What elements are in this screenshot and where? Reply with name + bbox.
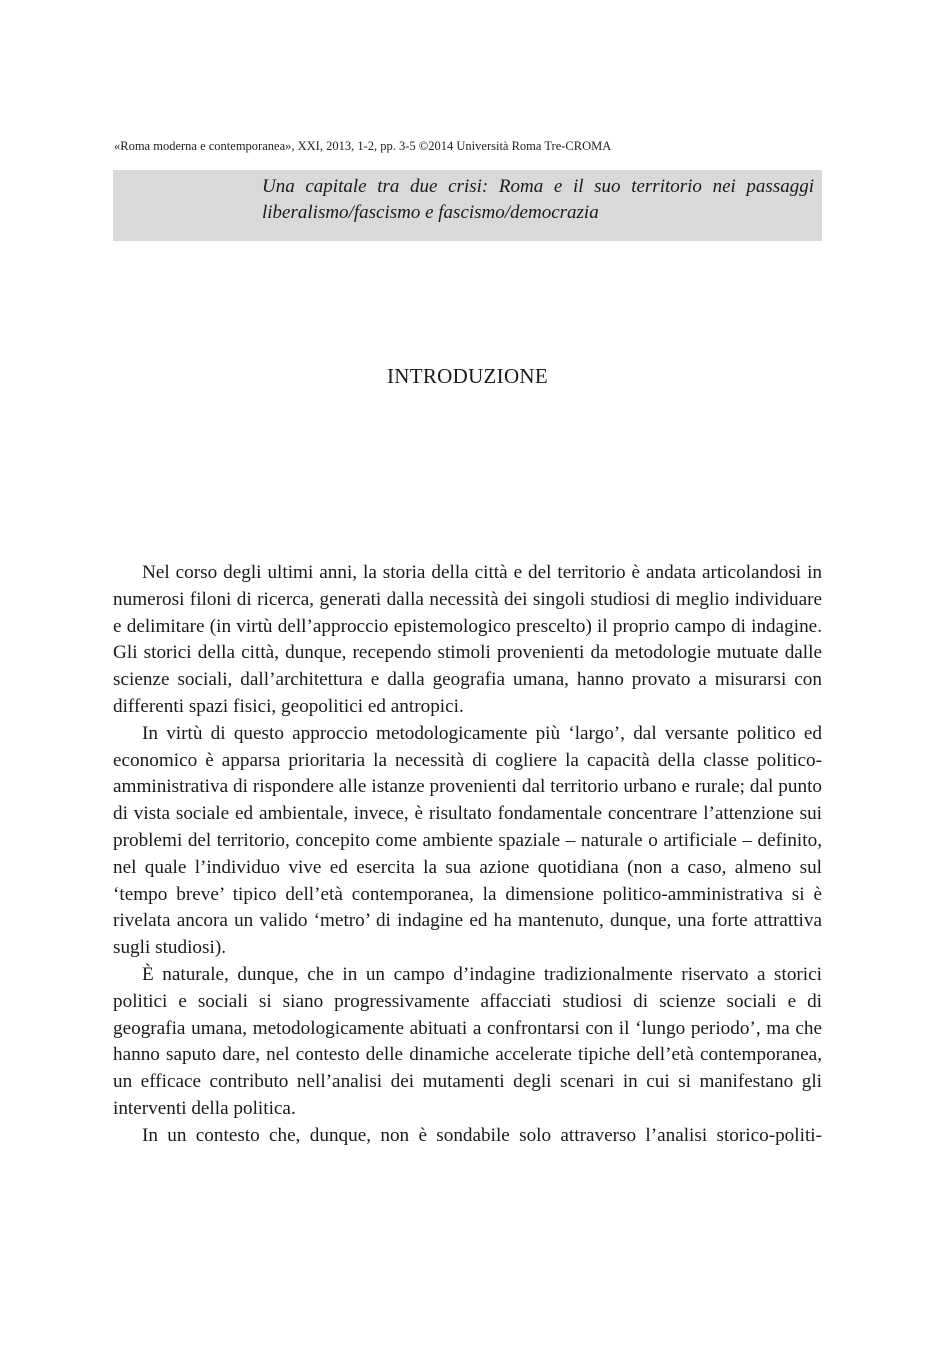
body-text (113, 560, 822, 1150)
paragraph: In un contesto che, dunque, non è sondabile solo attraverso l’analisi storico-politi- (142, 1124, 822, 1146)
section-heading: INTRODUZIONE (386, 364, 549, 388)
paragraph: Nel corso degli ultimi anni, la storia della città e del territorio è andata articolandosi in numerosi filoni di ricerca, generati dalla necessità dei singoli studiosi di meglio individuare e delimitare (in virtù dell’approccio epistemologico prescelto) il proprio campo di indagine. Gli storici della città, dunque, recependo stimoli provenienti da metodologie mutuate dalle scienze sociali, dall’architettura e dalla geografia umana, hanno provato a misurarsi con differenti spazi fisici, geopolitici ed antropici. (113, 562, 822, 717)
article-title: Una capitale tra due crisi: Roma e il suo territorio nei passaggi liberalismo/fascismo e fascismo/democrazia (262, 176, 814, 223)
paragraph: È naturale, dunque, che in un campo d’indagine tradizionalmente riservato a storici politici e sociali si siano progressivamente affacciati studiosi di scienze sociali e di geografia umana, metodologicamente abituati a confrontarsi con il ‘lungo periodo’, ma che hanno saputo dare, nel contesto delle dinamiche accelerate tipiche dell’età contemporanea, un efficace contributo nell’analisi dei mutamenti degli scenari in cui si manifestano gli interventi della politica. (113, 963, 822, 1119)
running-head: «Roma moderna e contemporanea», XXI, 2013, 1-2, pp. 3-5 ©2014 Università Roma Tre-CROMA (114, 139, 612, 153)
title-banner (113, 170, 822, 241)
paragraph: In virtù di questo approccio metodologicamente più ‘largo’, dal versante politico ed economico è apparsa prioritaria la necessità di cogliere la capacità della classe politico-amministrativa di rispondere alle istanze provenienti dal territorio urbano e rurale; dal punto di vista sociale ed ambientale, invece, è risultato fondamentale concentrare l’attenzione sui problemi del territorio, concepito come ambiente spaziale – naturale o artificiale – definito, nel quale l’individuo vive ed esercita la sua azione quotidiana (non a caso, almeno sul ‘tempo breve’ tipico dell’età contemporanea, la dimensione politico-amministrativa si è rivelata ancora un valido ‘metro’ di indagine ed ha mantenuto, dunque, una forte attrattiva sugli studiosi). (113, 722, 822, 959)
